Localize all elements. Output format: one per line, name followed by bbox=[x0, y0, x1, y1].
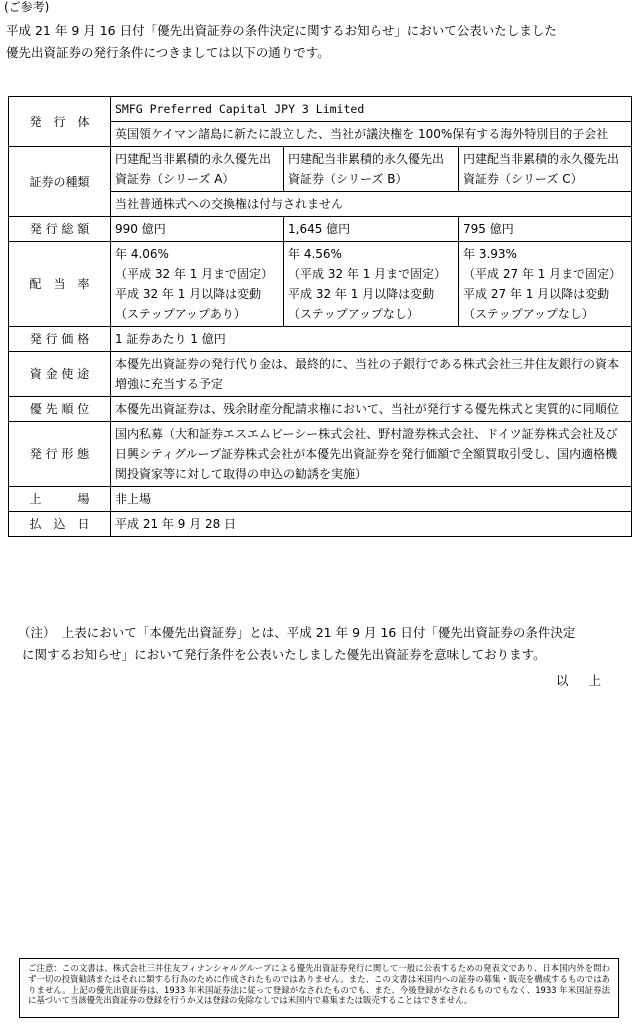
total-issue-series-a: 990 億円 bbox=[111, 217, 284, 242]
table-row bbox=[9, 397, 632, 422]
dividend-fixed-period: （平成 32 年 1 月まで固定） bbox=[115, 267, 274, 281]
dividend-series-b bbox=[284, 242, 459, 327]
dividend-variable: 平成 32 年 1 月以降は変動 bbox=[288, 287, 435, 301]
intro-line-1: 平成 21 年 9 月 16 日付「優先出資証券の条件決定に関するお知らせ」において公表いたしました bbox=[6, 23, 557, 38]
table-row bbox=[9, 352, 632, 397]
intro-paragraph bbox=[6, 20, 626, 64]
listing-header: 上 場 bbox=[9, 487, 111, 512]
priority-value: 本優先出資証券は、残余財産分配請求権において、当社が発行する優先株式と実質的に同順位 bbox=[111, 397, 632, 422]
use-of-funds-value: 本優先出資証券の発行代り金は、最終的に、当社の子銀行である株式会社三井住友銀行の資本増強に充当する予定 bbox=[111, 352, 632, 397]
disclaimer-box: ご注意：この文書は、株式会社三井住友フィナンシャルグループによる優先出資証券発行に関して一般に公表するための発表文であり、日本国内外を問わず一切の投資勧誘またはそれに類する行為のために作成されたものではありません。また、この文書は米国内への証券の募集・販売を構成するものではありません。上記の優先出資証券は、1933 年米国証券法に従って登録がなされたものでも、また、今後登録がなされるものでもなく、1933 年米国証券法に基づいて当該優先出資証券の登録を行うか又は登録の免除なしでは米国内で募集または販売することはできません。 bbox=[19, 958, 619, 1018]
table-row bbox=[9, 512, 632, 537]
intro-line-2: 優先出資証券の発行条件につきましては以下の通りです。 bbox=[6, 45, 330, 60]
dividend-stepup: （ステップアップなし） bbox=[463, 307, 594, 321]
dividend-fixed-period: （平成 27 年 1 月まで固定） bbox=[463, 267, 622, 281]
dividend-variable: 平成 27 年 1 月以降は変動 bbox=[463, 287, 610, 301]
issue-form-value: 国内私募（大和証券エスエムビーシー株式会社、野村證券株式会社、ドイツ証券株式会社及び日興シティグループ証券株式会社が本優先出資証券を発行価額で全額買取引受し、国内適格機関投資家等に対して取得の申込の勧誘を実施） bbox=[111, 422, 632, 487]
dividend-header: 配 当 率 bbox=[9, 242, 111, 327]
dividend-series-c bbox=[459, 242, 632, 327]
dividend-stepup: （ステップアップあり） bbox=[115, 307, 246, 321]
table-row bbox=[9, 147, 632, 192]
listing-value: 非上場 bbox=[111, 487, 632, 512]
issue-price-header: 発 行 価 格 bbox=[9, 327, 111, 352]
dividend-fixed-period: （平成 32 年 1 月まで固定） bbox=[288, 267, 447, 281]
table-row bbox=[9, 422, 632, 487]
table-row bbox=[9, 242, 632, 327]
issue-form-header: 発 行 形 態 bbox=[9, 422, 111, 487]
security-type-note: 当社普通株式への交換権は付与されません bbox=[111, 192, 632, 217]
total-issue-header: 発 行 総 額 bbox=[9, 217, 111, 242]
table-row bbox=[9, 217, 632, 242]
table-row bbox=[9, 97, 632, 122]
issuer-description: 英国領ケイマン諸島に新たに設立した、当社が議決権を 100%保有する海外特別目的子会社 bbox=[111, 122, 632, 147]
total-issue-series-c: 795 億円 bbox=[459, 217, 632, 242]
use-of-funds-header: 資 金 使 途 bbox=[9, 352, 111, 397]
dividend-rate: 年 4.06% bbox=[115, 247, 169, 261]
table-row bbox=[9, 327, 632, 352]
dividend-rate: 年 3.93% bbox=[463, 247, 517, 261]
priority-header: 優 先 順 位 bbox=[9, 397, 111, 422]
issue-price-value: 1 証券あたり 1 億円 bbox=[111, 327, 632, 352]
table-footnote bbox=[18, 622, 628, 666]
payment-date-value: 平成 21 年 9 月 28 日 bbox=[111, 512, 632, 537]
dividend-series-a bbox=[111, 242, 284, 327]
end-mark: 以上 bbox=[556, 673, 622, 688]
footnote-line-2: に関するお知らせ」において発行条件を公表いたしました優先出資証券を意味しております。 bbox=[22, 647, 546, 662]
payment-date-header: 払 込 日 bbox=[9, 512, 111, 537]
reference-label: (ご参考) bbox=[4, 0, 50, 14]
dividend-rate: 年 4.56% bbox=[288, 247, 342, 261]
security-type-series-a: 円建配当非累積的永久優先出資証券（シリーズ A） bbox=[111, 147, 284, 192]
security-type-series-b: 円建配当非累積的永久優先出資証券（シリーズ B） bbox=[284, 147, 459, 192]
security-type-header: 証券の種類 bbox=[9, 147, 111, 217]
issuer-name: SMFG Preferred Capital JPY 3 Limited bbox=[111, 97, 632, 122]
dividend-variable: 平成 32 年 1 月以降は変動 bbox=[115, 287, 262, 301]
footnote-line-1: （注） 上表において「本優先出資証券」とは、平成 21 年 9 月 16 日付「優先出資証券の条件決定 bbox=[18, 625, 576, 640]
issue-terms-table bbox=[8, 96, 632, 537]
issuer-header: 発 行 体 bbox=[9, 97, 111, 147]
total-issue-series-b: 1,645 億円 bbox=[284, 217, 459, 242]
table-row bbox=[9, 487, 632, 512]
dividend-stepup: （ステップアップなし） bbox=[288, 307, 419, 321]
security-type-series-c: 円建配当非累積的永久優先出資証券（シリーズ C） bbox=[459, 147, 632, 192]
